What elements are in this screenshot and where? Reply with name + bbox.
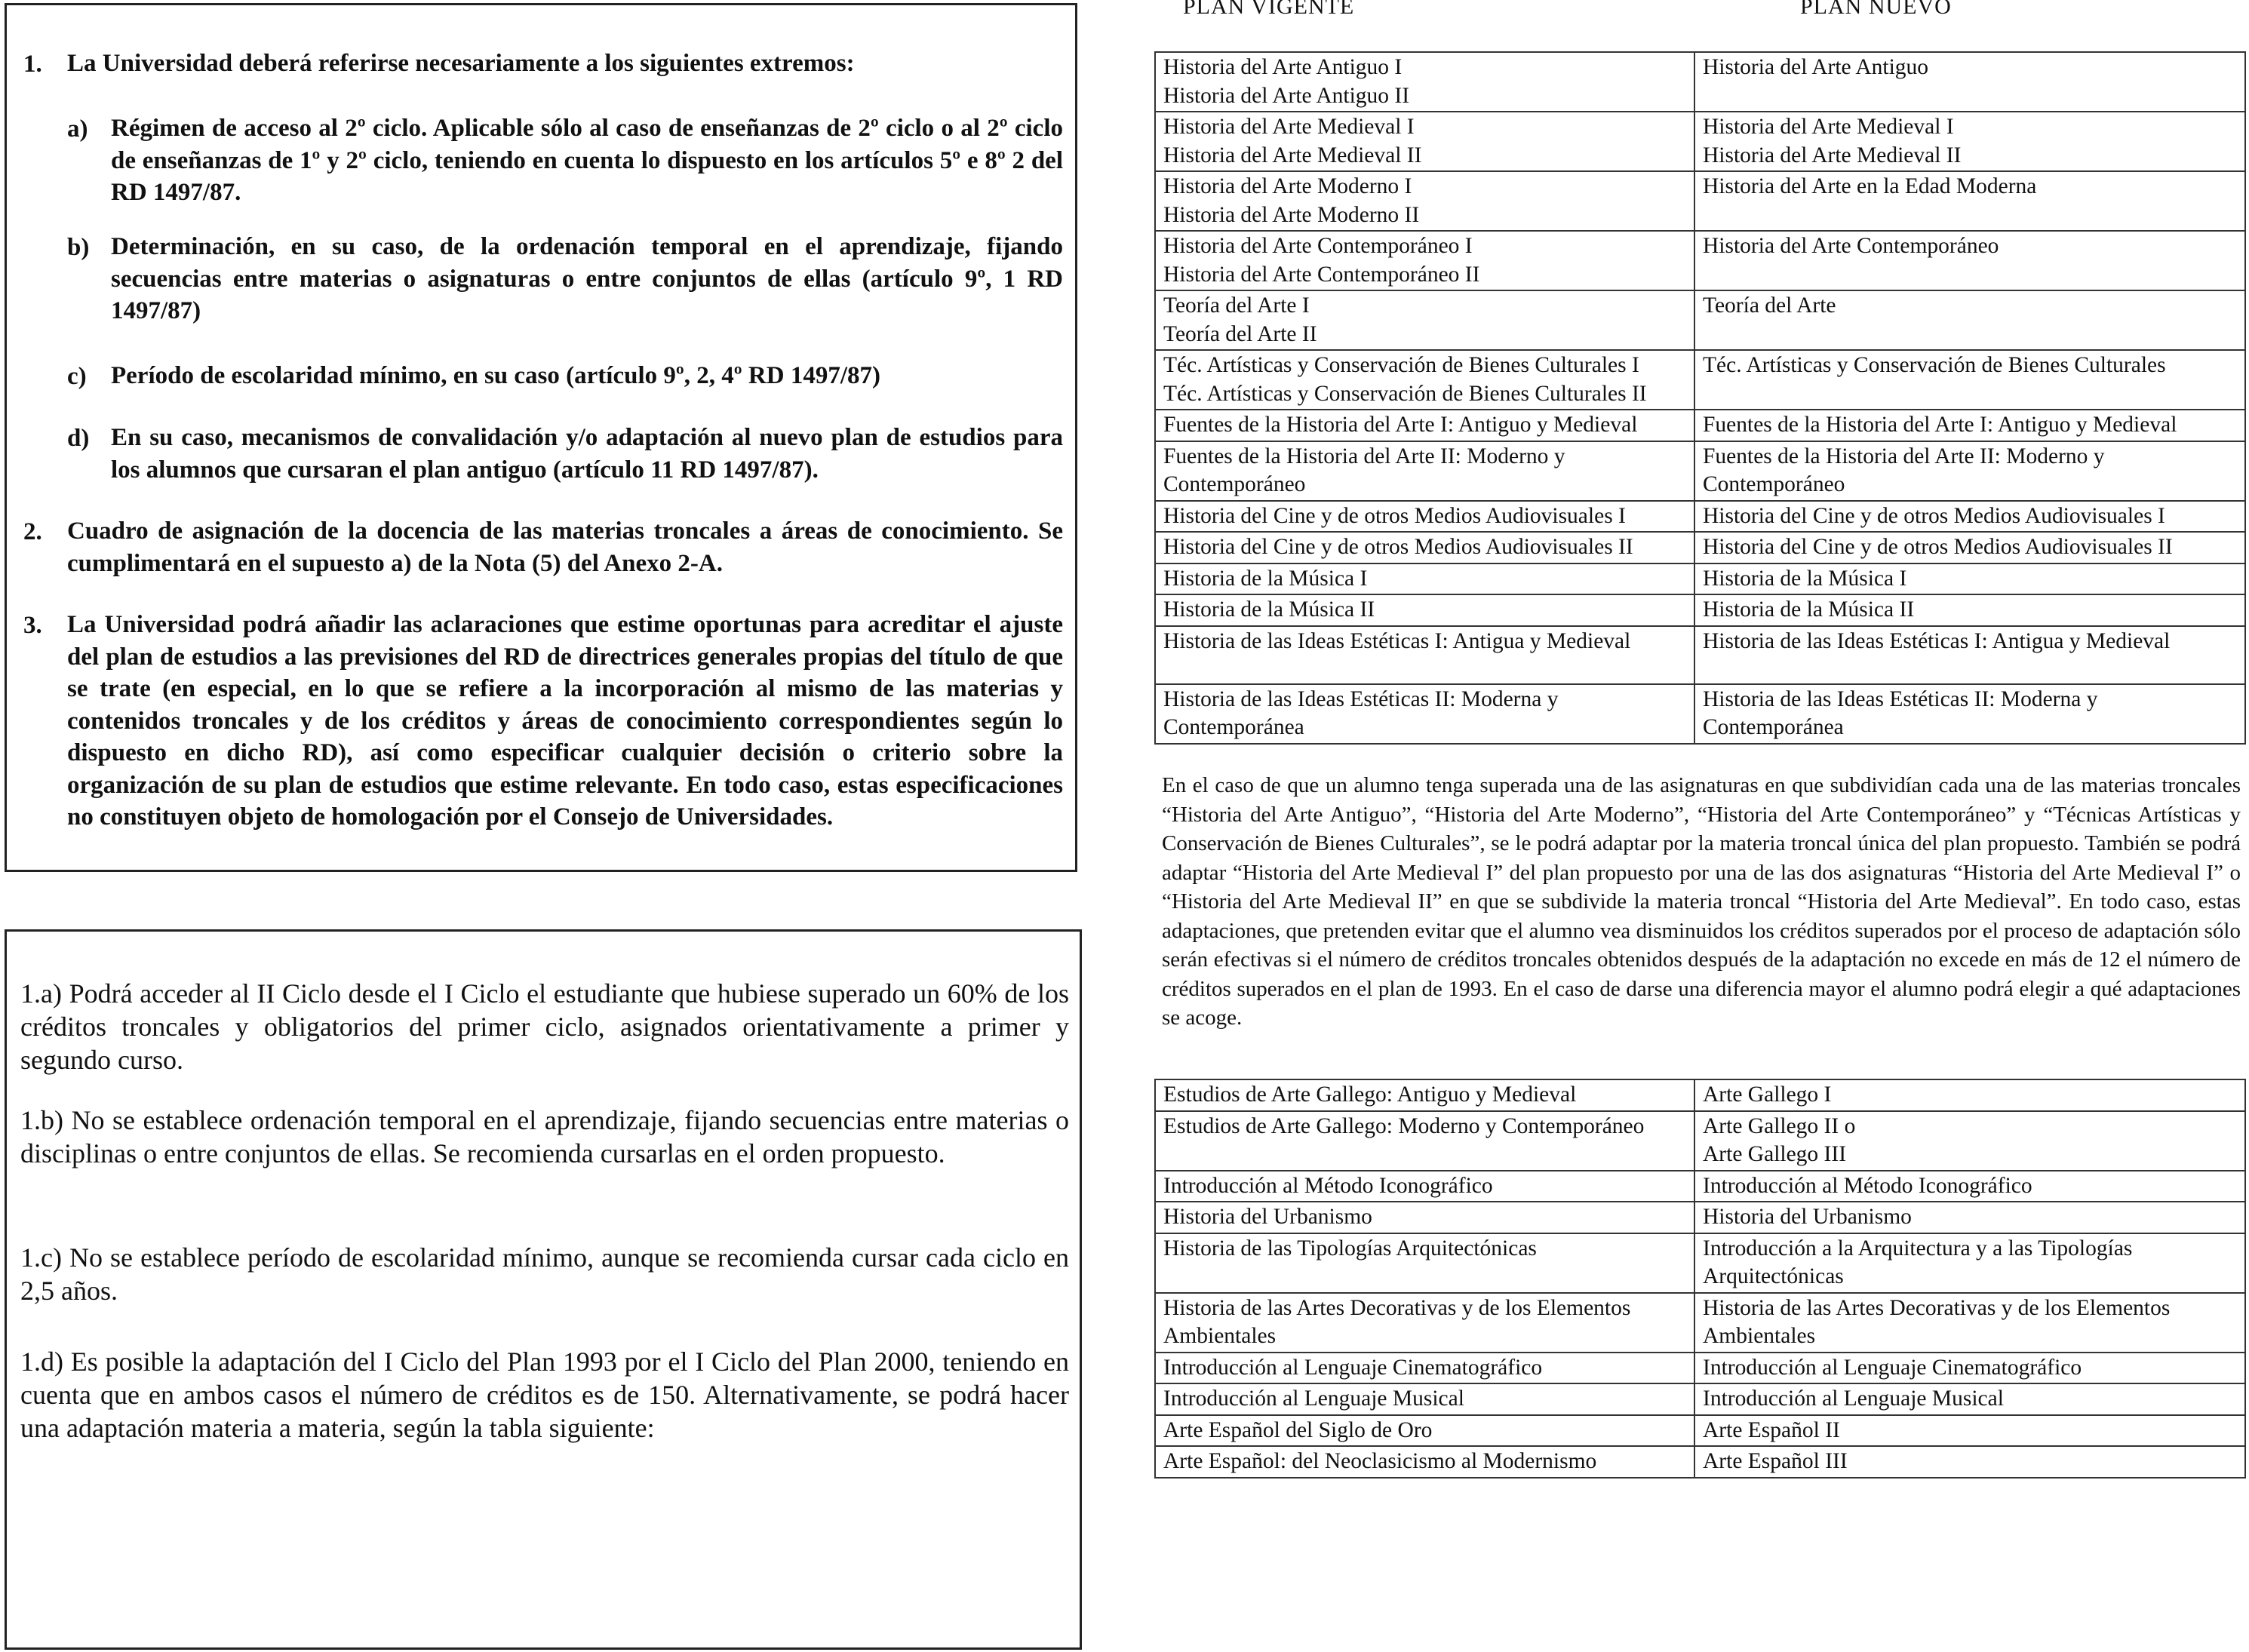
plan-nuevo-cell: Arte Español II <box>1694 1415 2245 1447</box>
table-row <box>1155 1446 2245 1478</box>
plan-vigente-cell: Historia del Arte Contemporáneo I Historia del Arte Contemporáneo II <box>1155 231 1694 290</box>
plan-nuevo-cell: Introducción al Método Iconográfico <box>1694 1171 2245 1202</box>
table-row <box>1155 626 2245 684</box>
table-row <box>1155 1383 2245 1415</box>
plan-nuevo-cell: Historia del Arte Medieval I Historia del Arte Medieval II <box>1694 112 2245 171</box>
plan-vigente-cell: Historia de la Música I <box>1155 563 1694 595</box>
plan-nuevo-cell: Fuentes de la Historia del Arte II: Moderno y Contemporáneo <box>1694 441 2245 501</box>
plan-nuevo-cell: Teoría del Arte <box>1694 290 2245 350</box>
table-row <box>1155 1111 2245 1171</box>
plan-vigente-cell: Historia de las Ideas Estéticas II: Moderna y Contemporánea <box>1155 684 1694 744</box>
plan-vigente-cell: Historia de las Tipologías Arquitectónicas <box>1155 1233 1694 1293</box>
plan-vigente-cell: Historia del Arte Medieval I Historia del Arte Medieval II <box>1155 112 1694 171</box>
plan-vigente-cell: Historia del Arte Antiguo I Historia del Arte Antiguo II <box>1155 52 1694 112</box>
plan-nuevo-cell: Arte Español III <box>1694 1446 2245 1478</box>
plan-nuevo-cell: Historia del Cine y de otros Medios Audiovisuales II <box>1694 532 2245 563</box>
plan-nuevo-cell: Historia de la Música I <box>1694 563 2245 595</box>
plan-vigente-cell: Fuentes de la Historia del Arte I: Antiguo y Medieval <box>1155 410 1694 441</box>
table-row <box>1155 1233 2245 1293</box>
plan-nuevo-cell: Fuentes de la Historia del Arte I: Antiguo y Medieval <box>1694 410 2245 441</box>
table-row <box>1155 231 2245 290</box>
table-row <box>1155 290 2245 350</box>
plan-nuevo-cell: Historia del Urbanismo <box>1694 1202 2245 1233</box>
plan-nuevo-heading: PLAN NUEVO <box>1800 0 1952 19</box>
plan-vigente-cell: Estudios de Arte Gallego: Antiguo y Medieval <box>1155 1079 1694 1111</box>
table-row <box>1155 441 2245 501</box>
plan-vigente-cell: Historia del Cine y de otros Medios Audiovisuales II <box>1155 532 1694 563</box>
plan-nuevo-cell: Historia del Arte Contemporáneo <box>1694 231 2245 290</box>
plan-vigente-cell: Arte Español del Siglo de Oro <box>1155 1415 1694 1447</box>
table-row <box>1155 563 2245 595</box>
plan-nuevo-cell: Téc. Artísticas y Conservación de Bienes Culturales <box>1694 350 2245 410</box>
subitem-text: Determinación, en su caso, de la ordenación temporal en el aprendizaje, fijando secuencias entre materias o asignaturas o entre conjuntos de ellas (artículo 9º, 1 RD 1497/87) <box>111 233 1063 324</box>
table-row <box>1155 532 2245 563</box>
requirements-box <box>5 3 1077 872</box>
plan-nuevo-cell: Historia del Arte en la Edad Moderna <box>1694 171 2245 231</box>
plan-vigente-cell: Téc. Artísticas y Conservación de Bienes Culturales I Téc. Artísticas y Conservación de Bienes Culturales II <box>1155 350 1694 410</box>
subitem-letter: b) <box>67 234 90 261</box>
table-row <box>1155 1353 2245 1384</box>
table-row <box>1155 410 2245 441</box>
plan-nuevo-cell: Introducción a la Arquitectura y a las Tipologías Arquitectónicas <box>1694 1233 2245 1293</box>
table-row <box>1155 684 2245 744</box>
table-row <box>1155 112 2245 171</box>
adaptation-note: En el caso de que un alumno tenga superada una de las asignaturas en que subdividían cada una de las materias troncales “Historia del Arte Antiguo”, “Historia del Arte Moderno”, “Historia del Arte Contemporáneo” y “Técnicas Artísticas y Conservación de Bienes Culturales”, se le podrá adaptar por la materia troncal única del plan propuesto. También se podrá adaptar “Historia del Arte Medieval I” del plan propuesto por una de las dos asignaturas “Historia del Arte Medieval I” o “Historia del Arte Medieval II” en que se subdivide la materia troncal “Historia del Arte Medieval”. En todo caso, estas adaptaciones, que pretenden evitar que el alumno vea disminuidos los créditos superados por el proceso de adaptación sólo serán efectivas si el número de créditos troncales obtenidos después de la adaptación no excede en más de 12 el número de créditos superados en el plan de 1993. En el caso de darse una diferencia mayor el alumno podrá elegir a qué adaptaciones se acoge. <box>1162 773 2241 1030</box>
table-row <box>1155 501 2245 533</box>
plan-nuevo-cell: Historia de las Artes Decorativas y de los Elementos Ambientales <box>1694 1293 2245 1353</box>
plan-vigente-cell: Historia del Cine y de otros Medios Audiovisuales I <box>1155 501 1694 533</box>
plan-nuevo-cell: Historia de la Música II <box>1694 594 2245 626</box>
subitem-letter: c) <box>67 363 87 390</box>
item-text: La Universidad deberá referirse necesariamente a los siguientes extremos: <box>67 50 855 77</box>
item-number: 1. <box>23 51 42 78</box>
plan-vigente-cell: Introducción al Lenguaje Musical <box>1155 1383 1694 1415</box>
plan-vigente-cell: Teoría del Arte I Teoría del Arte II <box>1155 290 1694 350</box>
item-number: 3. <box>23 612 42 639</box>
answer-paragraph: 1.a) Podrá acceder al II Ciclo desde el I Ciclo el estudiante que hubiese superado un 60% de los créditos troncales y obligatorios del primer ciclo, asignados orientativamente a primer y segundo curso. <box>20 978 1069 1075</box>
plan-nuevo-cell: Historia de las Ideas Estéticas I: Antigua y Medieval <box>1694 626 2245 684</box>
subitem-text: Período de escolaridad mínimo, en su caso (artículo 9º, 2, 4º RD 1497/87) <box>111 362 880 389</box>
plan-vigente-cell: Arte Español: del Neoclasicismo al Modernismo <box>1155 1446 1694 1478</box>
answer-paragraph: 1.c) No se establece período de escolaridad mínimo, aunque se recomienda cursar cada ciclo en 2,5 años. <box>20 1242 1069 1306</box>
table-row <box>1155 1171 2245 1202</box>
table-row <box>1155 1415 2245 1447</box>
table-row <box>1155 1202 2245 1233</box>
plan-vigente-cell: Historia del Urbanismo <box>1155 1202 1694 1233</box>
answer-paragraph: 1.b) No se establece ordenación temporal en el aprendizaje, fijando secuencias entre materias o disciplinas o entre conjuntos de ellas. Se recomienda cursarlas en el orden propuesto. <box>20 1105 1069 1168</box>
subitem-letter: a) <box>67 115 88 143</box>
plan-nuevo-cell: Introducción al Lenguaje Cinematográfico <box>1694 1353 2245 1384</box>
table-row <box>1155 594 2245 626</box>
plan-vigente-cell: Fuentes de la Historia del Arte II: Moderno y Contemporáneo <box>1155 441 1694 501</box>
plan-vigente-cell: Historia de la Música II <box>1155 594 1694 626</box>
answers-box <box>5 929 1082 1650</box>
subitem-text: En su caso, mecanismos de convalidación y/o adaptación al nuevo plan de estudios para los alumnos que cursaran el plan antiguo (artículo 11 RD 1497/87). <box>111 424 1063 484</box>
plan-vigente-cell: Introducción al Lenguaje Cinematográfico <box>1155 1353 1694 1384</box>
plan-nuevo-cell: Arte Gallego I <box>1694 1079 2245 1111</box>
plan-vigente-cell: Historia de las Artes Decorativas y de los Elementos Ambientales <box>1155 1293 1694 1353</box>
table-row <box>1155 1293 2245 1353</box>
plan-nuevo-cell: Historia del Cine y de otros Medios Audiovisuales I <box>1694 501 2245 533</box>
plan-vigente-cell: Introducción al Método Iconográfico <box>1155 1171 1694 1202</box>
subitem-letter: d) <box>67 425 90 452</box>
plan-vigente-cell: Historia del Arte Moderno I Historia del Arte Moderno II <box>1155 171 1694 231</box>
subitem-text: Régimen de acceso al 2º ciclo. Aplicable sólo al caso de enseñanzas de 2º ciclo o al 2º ciclo de enseñanzas de 1º y 2º ciclo, teniendo en cuenta lo dispuesto en los artículos 5º e 8º 2 del RD 1497/87. <box>111 115 1063 206</box>
item-text: Cuadro de asignación de la docencia de las materias troncales a áreas de conocimiento. Se cumplimentará en el supuesto a) de la Nota (5) del Anexo 2-A. <box>67 517 1063 577</box>
table-row <box>1155 1079 2245 1111</box>
table-row <box>1155 171 2245 231</box>
table-row <box>1155 52 2245 112</box>
plan-vigente-cell: Historia de las Ideas Estéticas I: Antigua y Medieval <box>1155 626 1694 684</box>
answer-paragraph: 1.d) Es posible la adaptación del I Ciclo del Plan 1993 por el I Ciclo del Plan 2000, teniendo en cuenta que en ambos casos el número de créditos es de 150. Alternativamente, se podrá hacer una adaptación materia a materia, según la tabla siguiente: <box>20 1346 1069 1443</box>
item-text: La Universidad podrá añadir las aclaraciones que estime oportunas para acreditar el ajuste del plan de estudios a las previsiones del RD de directrices generales propias del título de que se trate (en especial, en lo que se refiere a la incorporación al mismo de las materias y contenidos troncales y de los créditos y áreas de conocimiento correspondientes según lo dispuesto en dicho RD), así como especificar cualquier decisión o criterio sobre la organización de su plan de estudios que estime relevante. En todo caso, estas especificaciones no constituyen objeto de homologación por el Consejo de Universidades. <box>67 611 1063 831</box>
adaptation-table-optativas <box>1154 1079 2246 1479</box>
plan-nuevo-cell: Historia de las Ideas Estéticas II: Moderna y Contemporánea <box>1694 684 2245 744</box>
plan-vigente-heading: PLAN VIGENTE <box>1183 0 1355 19</box>
plan-nuevo-cell: Historia del Arte Antiguo <box>1694 52 2245 112</box>
adaptation-table-troncales <box>1154 51 2246 745</box>
plan-nuevo-cell: Arte Gallego II o Arte Gallego III <box>1694 1111 2245 1171</box>
plan-nuevo-cell: Introducción al Lenguaje Musical <box>1694 1383 2245 1415</box>
item-number: 2. <box>23 518 42 545</box>
plan-vigente-cell: Estudios de Arte Gallego: Moderno y Contemporáneo <box>1155 1111 1694 1171</box>
table-row <box>1155 350 2245 410</box>
